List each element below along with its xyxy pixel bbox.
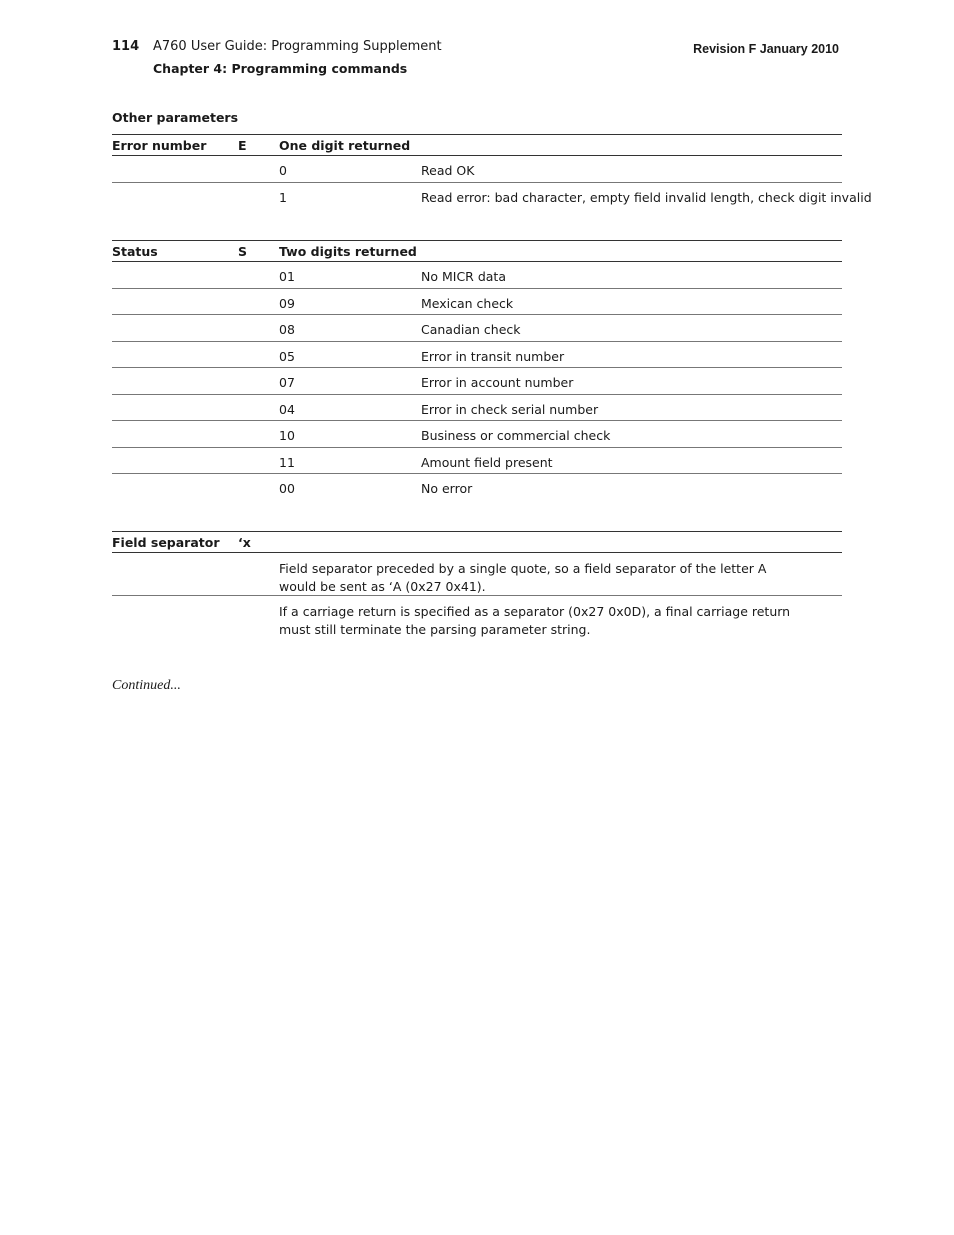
row-value: 1 [279,189,287,205]
row-value: 08 [279,322,295,337]
table-row [112,395,842,422]
row-meaning: Canadian check [421,322,521,337]
parameter-name: Field separator [112,535,220,550]
row-value: 05 [279,348,295,364]
row-meaning: Error in check serial number [421,401,599,417]
table-row [112,262,842,289]
table-row [112,448,842,475]
status-table [112,240,842,501]
chapter-title: Chapter 4: Programming commands [153,61,408,76]
row-meaning: Read OK [421,163,475,178]
table-row [112,474,842,501]
table-row [112,156,842,183]
row-meaning: Mexican check [421,295,514,311]
table-row [112,368,842,395]
table-header-row [112,134,842,156]
row-value: 04 [279,401,295,417]
row-value: 11 [279,454,295,470]
continued-note: Continued... [112,678,181,693]
table-row [112,315,842,342]
parameter-description: Two digits returned [279,244,417,259]
parameter-name: Status [112,244,158,259]
row-description: Field separator preceded by a single quote, so a field separator of the letter A would be sent as ‘A (0x27 0x41). [279,561,767,594]
table-row [112,421,842,448]
error-number-table [112,134,872,209]
parameter-code: E [238,138,247,153]
row-value: 09 [279,295,295,311]
document-title: A760 User Guide: Programming Supplement [153,39,442,54]
page-number: 114 [112,39,140,54]
table-header-row [112,240,842,262]
table-row [112,183,872,210]
table-header-row [112,531,842,553]
row-value: 10 [279,428,295,443]
table-row [112,596,842,639]
row-value: 07 [279,375,295,390]
parameter-code: S [238,244,248,259]
row-meaning: No MICR data [421,269,506,284]
table-row [112,342,842,369]
row-meaning: Error in transit number [421,348,565,364]
row-description: If a carriage return is specified as a separator (0x27 0x0D), a final carriage return must still terminate the parsing parameter string. [279,604,791,637]
row-value: 0 [279,163,287,178]
table-row [112,553,842,596]
row-meaning: Business or commercial check [421,428,611,443]
row-meaning: Error in account number [421,375,574,390]
row-meaning: No error [421,481,473,496]
revision-label: Revision F January 2010 [693,42,839,56]
parameter-code: ‘x [238,535,251,550]
parameter-name: Error number [112,138,207,153]
parameter-description: One digit returned [279,138,411,153]
row-meaning: Read error: bad character, empty field invalid length, check digit invalid [421,189,872,205]
row-value: 01 [279,269,295,284]
row-value: 00 [279,481,295,496]
table-row [112,289,842,316]
section-title: Other parameters [112,110,239,125]
field-separator-table [112,531,842,639]
row-meaning: Amount field present [421,454,553,470]
